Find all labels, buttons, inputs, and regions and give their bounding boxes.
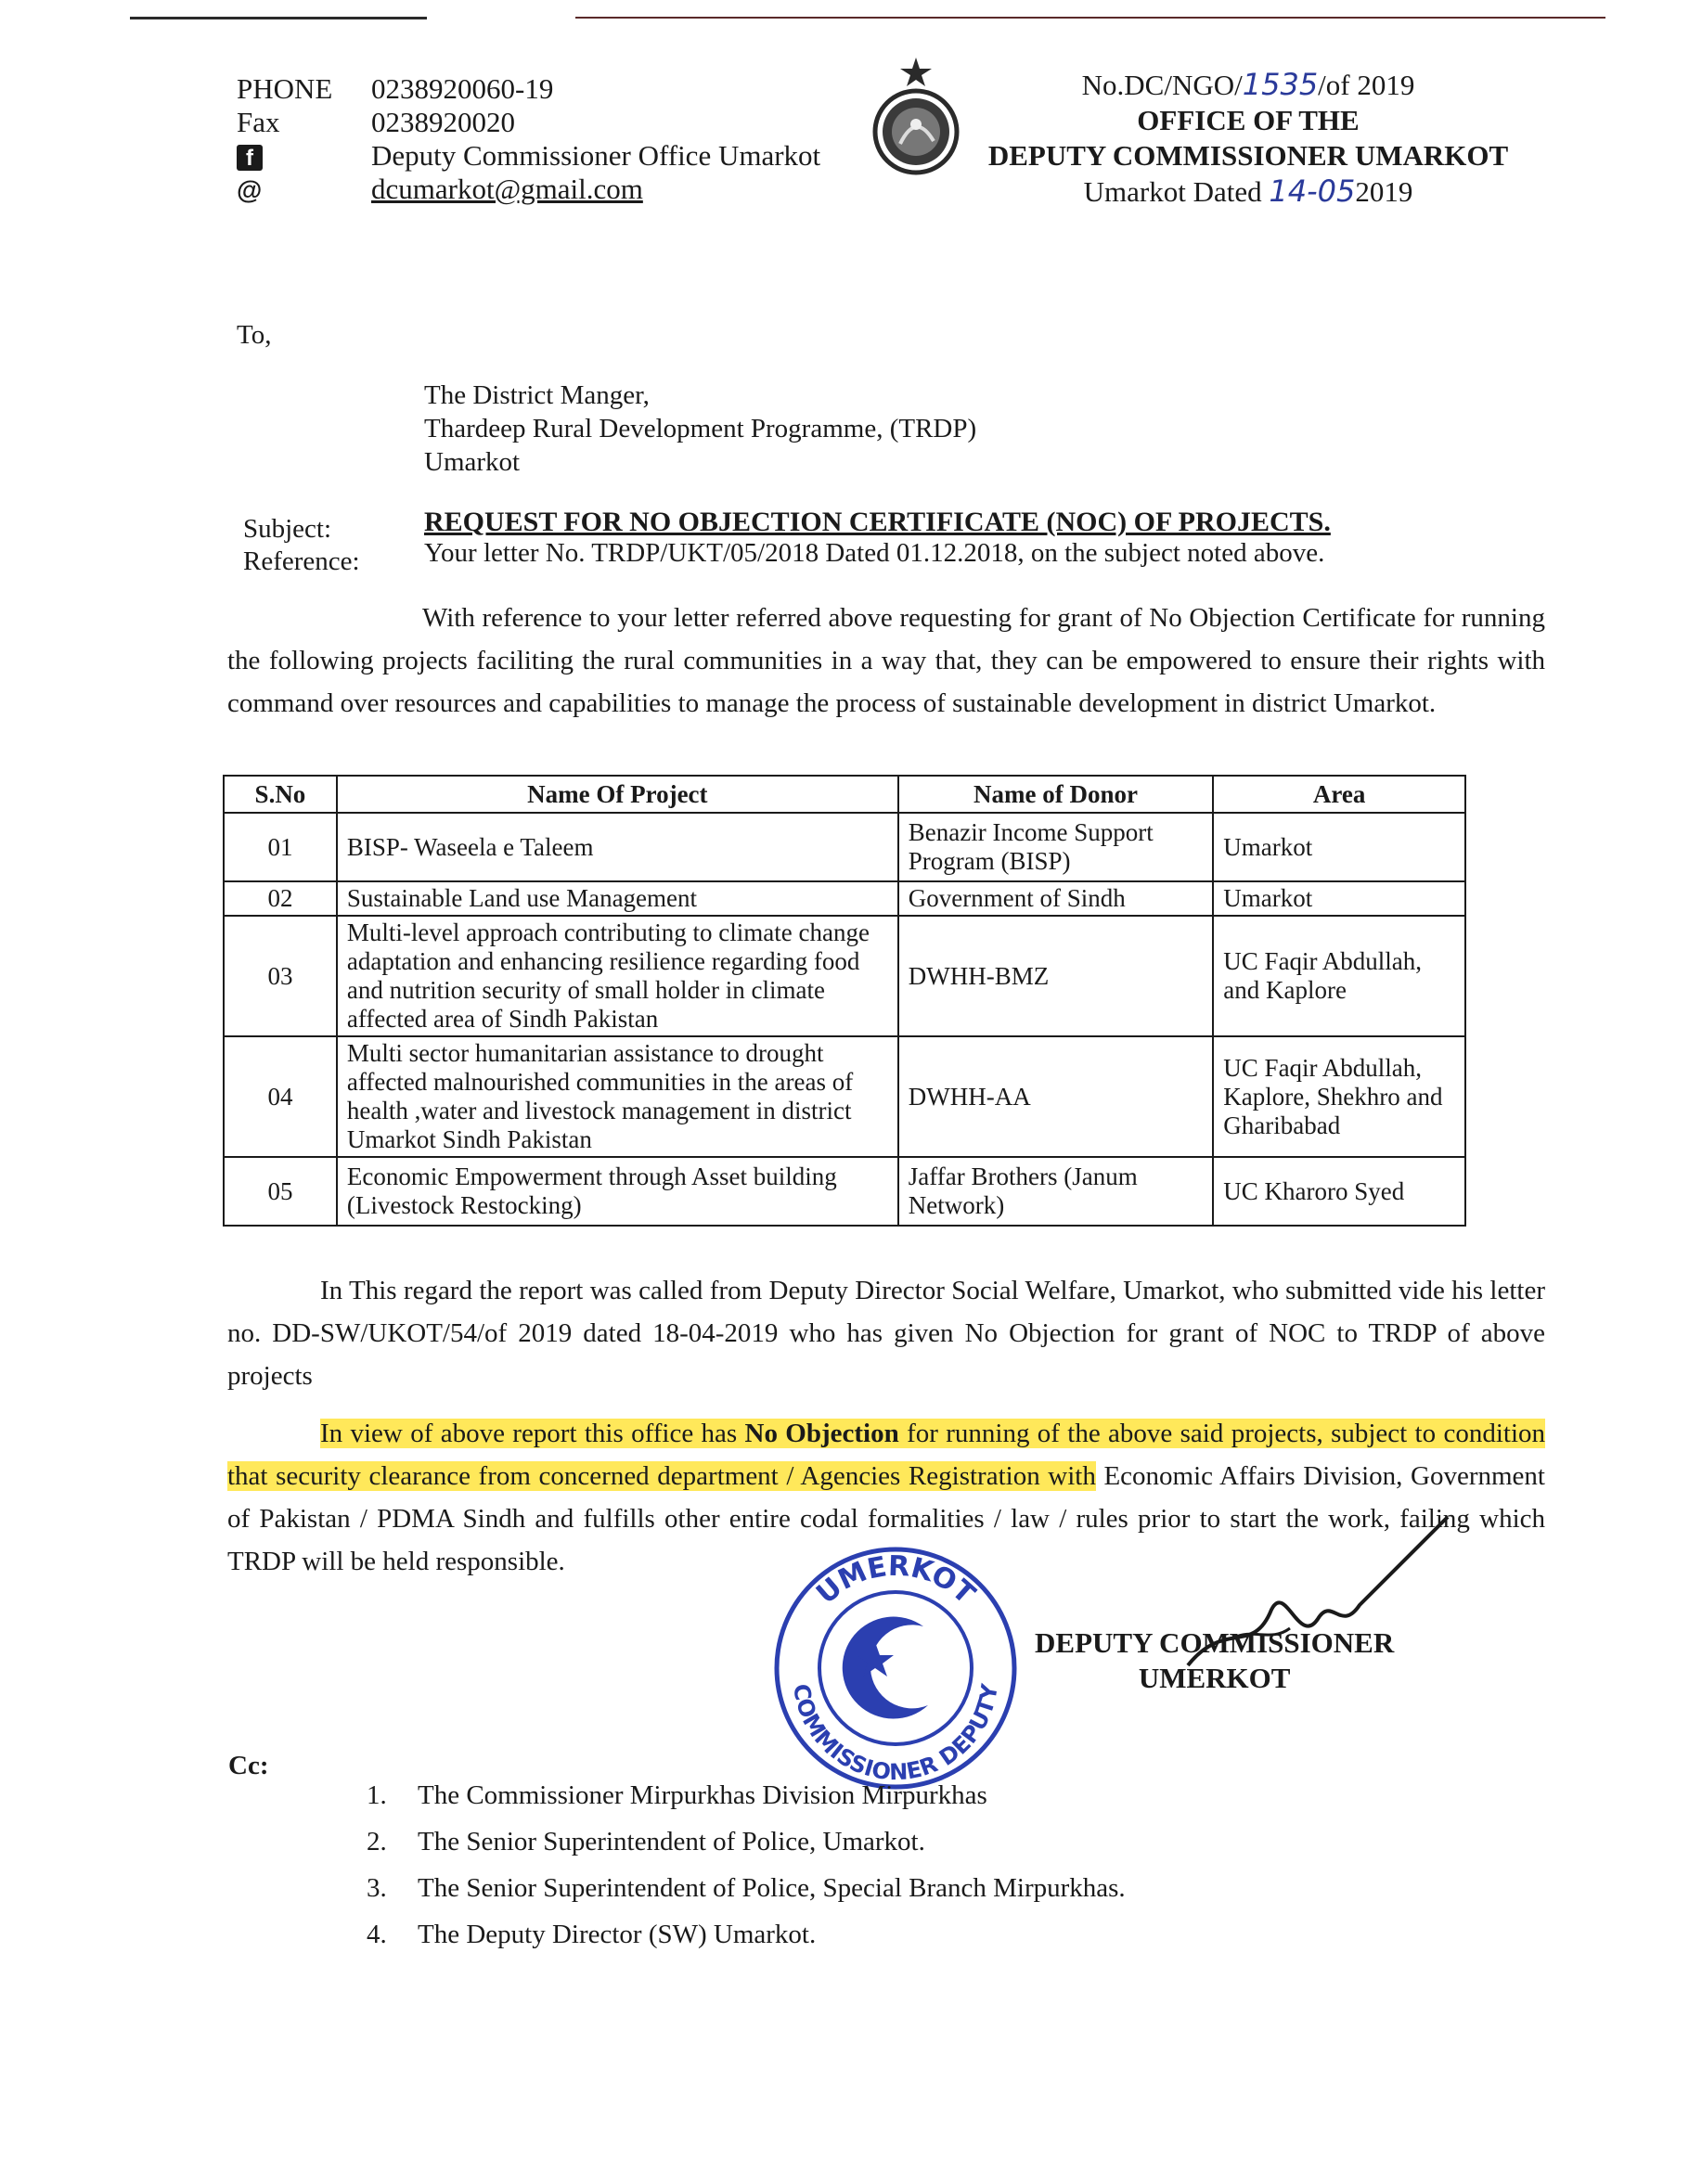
col-header-project: Name Of Project [337, 776, 898, 813]
reference-label: Reference: [243, 546, 360, 576]
paragraph-intro: With reference to your letter referred above requesting for grant of No Objection Certificate for running the following projects faciliting the rural communities in a way that, they can be empowered to ensure their rights with command over resources and capabilities to manage the process of sustainable development in district Umarkot. [227, 603, 1545, 718]
office-line1: OFFICE OF THE [1137, 104, 1360, 136]
signatory-title: DEPUTY COMMISSIONER [1035, 1626, 1395, 1659]
cell-donor: Jaffar Brothers (Janum Network) [898, 1157, 1214, 1226]
seal-text-bottom: COMMISSIONER DEPUTY [788, 1682, 1003, 1786]
table-row [224, 916, 1465, 1036]
official-seal-icon [766, 1538, 1025, 1798]
paragraph-report: In This regard the report was called from Deputy Director Social Welfare, Umarkot, who submitted vide his letter no. DD-SW/UKOT/54/of 2019 dated 18-04-2019 who has given No Objection for grant of NOC to TRDP of above projects [227, 1276, 1545, 1391]
fax-number: 0238920020 [371, 106, 515, 138]
handwritten-number: 1535 [1242, 67, 1319, 102]
cell-sno: 02 [224, 881, 337, 916]
list-item: 4. The Deputy Director (SW) Umarkot. [367, 1920, 817, 1949]
projects-table [223, 775, 1466, 1227]
subject-label: Subject: [243, 514, 332, 544]
cell-sno: 01 [224, 813, 337, 881]
sindh-government-emblem-icon [863, 56, 970, 176]
subject-reference-labels [243, 513, 360, 578]
cell-project: Economic Empowerment through Asset building (Livestock Restocking) [337, 1157, 898, 1226]
phone-row [237, 72, 820, 106]
no-objection-emphasis: No Objection [744, 1419, 899, 1448]
cell-area: UC Faqir Abdullah, Kaplore, Shekhro and Gharibabad [1213, 1036, 1465, 1157]
cell-sno: 05 [224, 1157, 337, 1226]
list-item: 3. The Senior Superintendent of Police, Special Branch Mirpurkhas. [367, 1873, 1126, 1903]
signatory-district: UMERKOT [1138, 1662, 1291, 1694]
facebook-row [237, 139, 820, 173]
addressee-block [424, 379, 976, 479]
phone-label: PHONE [237, 72, 333, 105]
office-line2: DEPUTY COMMISSIONER UMARKOT [987, 139, 1509, 172]
cell-project: Multi-level approach contributing to climate change adaptation and enhancing resilience regarding food and nutrition security of small holder in climate affected area of Sindh Pakistan [337, 916, 898, 1036]
facebook-icon: f [237, 145, 263, 171]
fax-row [237, 106, 820, 139]
cell-project: BISP- Waseela e Taleem [337, 813, 898, 881]
col-header-donor: Name of Donor [898, 776, 1214, 813]
email-row [237, 173, 820, 207]
list-item: 2. The Senior Superintendent of Police, Umarkot. [367, 1827, 925, 1856]
cell-project: Sustainable Land use Management [337, 881, 898, 916]
signature-block [1035, 1625, 1394, 1696]
cell-donor: Government of Sindh [898, 881, 1214, 916]
table-row [224, 1157, 1465, 1226]
subject-text: REQUEST FOR NO OBJECTION CERTIFICATE (NOC) OF PROJECTS. [424, 507, 1331, 537]
cell-area: Umarkot [1213, 813, 1465, 881]
cell-area: UC Kharoro Syed [1213, 1157, 1465, 1226]
contact-block [237, 72, 820, 207]
col-header-area: Area [1213, 776, 1465, 813]
office-block [984, 67, 1513, 210]
cell-donor: DWHH-BMZ [898, 916, 1214, 1036]
table-row [224, 813, 1465, 881]
cell-sno: 03 [224, 916, 337, 1036]
table-row [224, 1036, 1465, 1157]
fax-label: Fax [237, 106, 280, 138]
email-address[interactable]: dcumarkot@gmail.com [371, 173, 643, 205]
cell-area: UC Faqir Abdullah, and Kaplore [1213, 916, 1465, 1036]
seal-text-top: UMERKOT [810, 1549, 982, 1612]
phone-number: 0238920060-19 [371, 72, 554, 105]
table-row [224, 881, 1465, 916]
dated-line: Umarkot Dated 14-052019 [1083, 173, 1413, 209]
cc-list [367, 1772, 1126, 1958]
letter-number: No.DC/NGO/1535/of 2019 [1081, 67, 1415, 102]
reference-text: Your letter No. TRDP/UKT/05/2018 Dated 01.12.2018, on the subject noted above. [424, 538, 1325, 568]
addressee-line: Umarkot [424, 447, 521, 477]
table-header-row [224, 776, 1465, 813]
col-header-sno: S.No [224, 776, 337, 813]
facebook-page: Deputy Commissioner Office Umarkot [371, 139, 821, 172]
cell-area: Umarkot [1213, 881, 1465, 916]
cell-donor: Benazir Income Support Program (BISP) [898, 813, 1214, 881]
handwritten-date: 14-05 [1269, 173, 1356, 209]
cell-project: Multi sector humanitarian assistance to drought affected malnourished communities in the areas of health ,water and livestock management in district Umarkot Sindh Pakistan [337, 1036, 898, 1157]
cell-donor: DWHH-AA [898, 1036, 1214, 1157]
cc-label: Cc: [228, 1751, 269, 1780]
list-item: 1. The Commissioner Mirpurkhas Division Mirpurkhas [367, 1780, 987, 1810]
addressee-line: Thardeep Rural Development Programme, (TRDP) [424, 414, 977, 443]
top-rule-left [130, 17, 427, 19]
at-icon: @ [237, 175, 263, 204]
salutation: To, [237, 320, 272, 350]
top-rule-right [575, 17, 1605, 19]
cell-sno: 04 [224, 1036, 337, 1157]
highlighted-text: In view of above report this office has No Objection for running of the above said projects, subject to condition that security clearance from concerned department / Agencies Registration with [227, 1419, 1545, 1491]
addressee-line: The District Manger, [424, 380, 650, 410]
paragraph-decision: In view of above report this office has No Objection for running of the above said projects, subject to condition that security clearance from concerned department / Agencies Registration with Economic Affairs Division, Government of Pakistan / PDMA Sindh and fulfills other entire codal formalities / law / rules prior to start the work, failing which TRDP will be held responsible. [227, 1419, 1545, 1576]
